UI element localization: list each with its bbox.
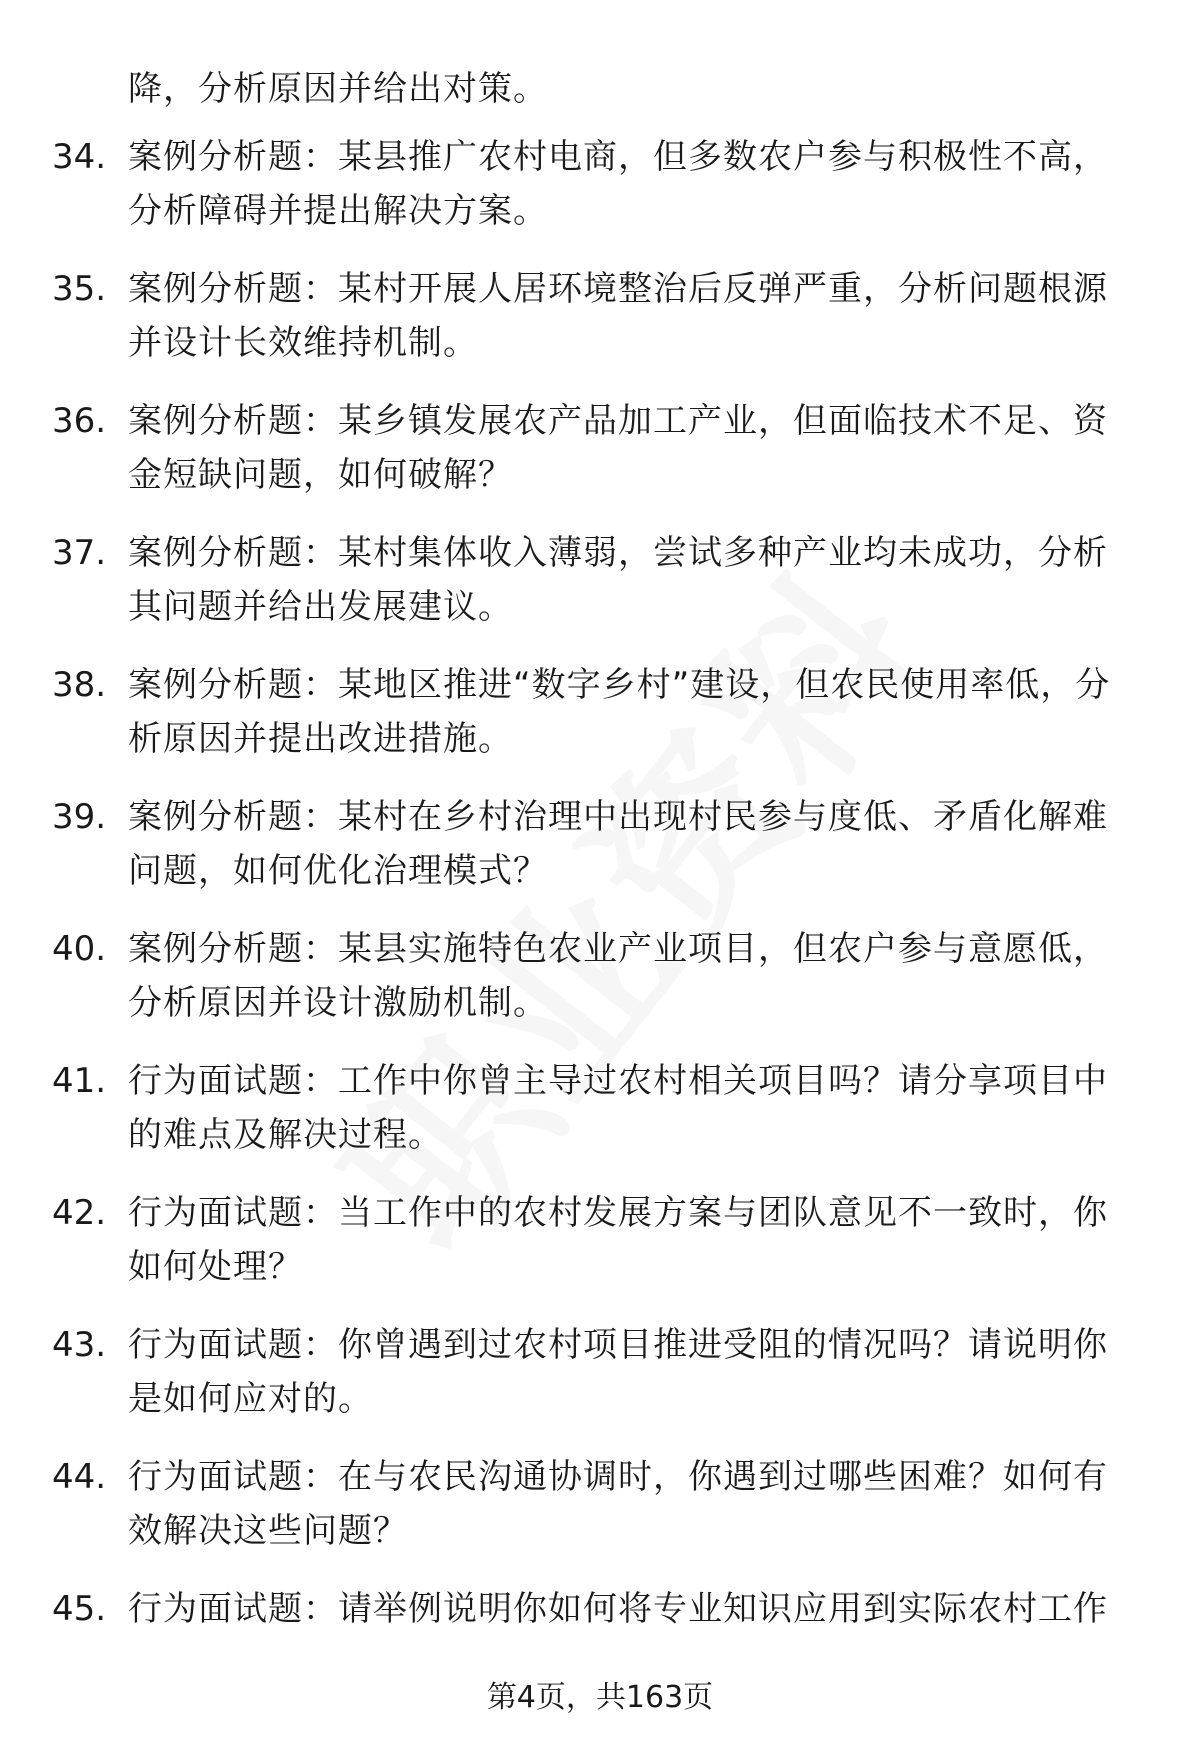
question-number: 34. [52,137,107,177]
question-number: 36. [52,401,107,441]
question-number: 42. [52,1193,107,1233]
question-item [0,1582,1200,1692]
question-item [0,262,1200,372]
question-number: 35. [52,269,107,309]
question-text: 行为面试题：当工作中的农村发展方案与团队意见不一致时，你如何处理？ [128,1193,1108,1287]
question-text: 案例分析题：某村集体收入薄弱，尝试多种产业均未成功，分析其问题并给出发展建议。 [128,533,1108,627]
question-text: 案例分析题：某村在乡村治理中出现村民参与度低、矛盾化解难问题，如何优化治理模式？ [128,797,1108,891]
question-item [0,658,1200,768]
question-item [0,1054,1200,1164]
question-item [0,526,1200,636]
question-item [0,1450,1200,1560]
question-list [0,130,1200,1714]
question-number: 40. [52,929,107,969]
question-text: 案例分析题：某县推广农村电商，但多数农户参与积极性不高，分析障碍并提出解决方案。 [128,137,1108,231]
question-text: 案例分析题：某村开展人居环境整治后反弹严重，分析问题根源并设计长效维持机制。 [128,269,1108,363]
question-text: 行为面试题：你曾遇到过农村项目推进受阻的情况吗？请说明你是如何应对的。 [128,1325,1108,1419]
question-number: 45. [52,1589,107,1629]
continued-text: 降，分析原因并给出对策。 [128,69,548,109]
question-number: 41. [52,1061,107,1101]
question-number: 43. [52,1325,107,1365]
question-item [0,1186,1200,1296]
question-item [0,130,1200,240]
question-number: 39. [52,797,107,837]
question-item [0,790,1200,900]
question-text: 案例分析题：某县实施特色农业产业项目，但农户参与意愿低，分析原因并设计激励机制。 [128,929,1108,1023]
question-item [0,1318,1200,1428]
question-text: 行为面试题：工作中你曾主导过农村相关项目吗？请分享项目中的难点及解决过程。 [128,1061,1108,1155]
question-item [0,394,1200,504]
question-text: 行为面试题：在与农民沟通协调时，你遇到过哪些困难？如何有效解决这些问题？ [128,1457,1108,1551]
question-number: 44. [52,1457,107,1497]
question-text: 案例分析题：某地区推进“数字乡村”建设，但农民使用率低，分析原因并提出改进措施。 [128,665,1111,759]
question-number: 38. [52,665,107,705]
question-text: 行为面试题：请举例说明你如何将专业知识应用到实际农村工作 [128,1589,1108,1629]
page-footer: 第4页，共163页 [486,1680,714,1715]
question-number: 37. [52,533,107,573]
question-text: 案例分析题：某乡镇发展农产品加工产业，但面临技术不足、资金短缺问题，如何破解？ [128,401,1108,495]
question-item [0,922,1200,1032]
